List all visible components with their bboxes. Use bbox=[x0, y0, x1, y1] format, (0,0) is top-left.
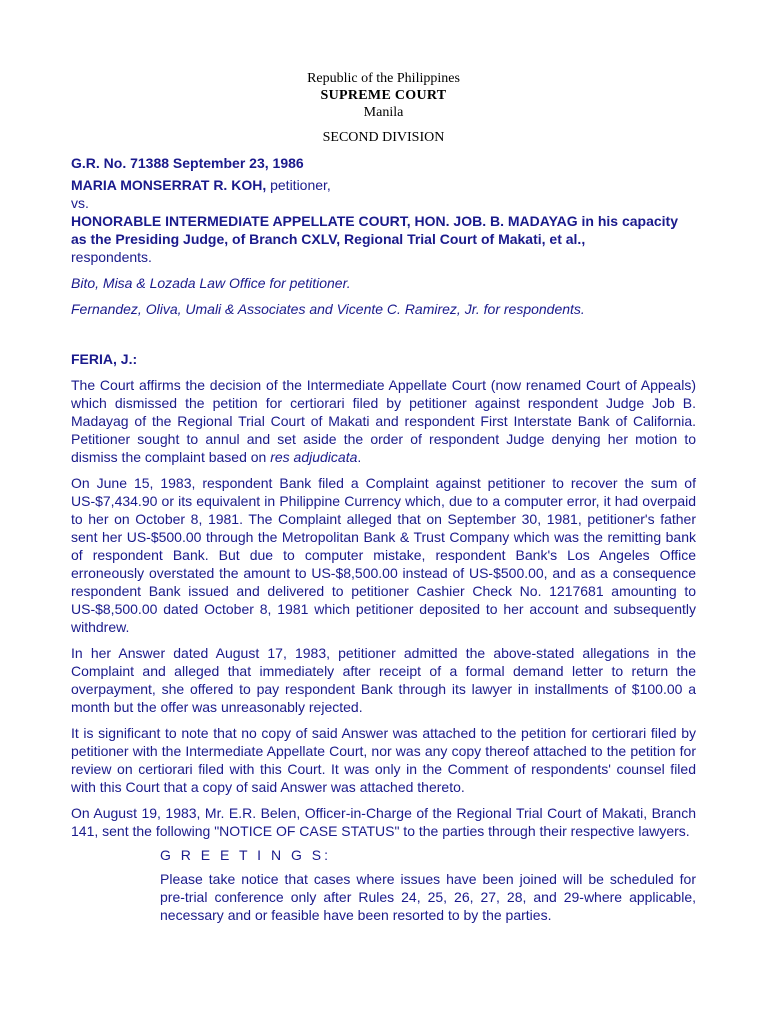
paragraph-1-end: . bbox=[357, 449, 362, 465]
versus-line: vs. bbox=[71, 195, 89, 211]
paragraph-2: On June 15, 1983, respondent Bank filed a Complaint against petitioner to recover the sum of US-$7,434.90 or its equivalent in Philippine Currency which, due to a computer error, it had overpaid to her on October 8, 1981. The Complaint alleged that on September 30, 1981, petitioner's father sent her US-$500.00 through the Metropolitan Bank & Trust Company which was the remitting bank of respondent Bank. But due to computer mistake, respondent Bank's Los Angeles Office erroneously overstated the amount to US-$8,500.00 instead of US-$500.00, and as a consequence respondent Bank issued and delivered to petitioner Cashier Check No. 1217681 amounting to US-$8,500.00 dated October 8, 1981 which petitioner deposited to her account and subsequently withdrew. bbox=[71, 475, 696, 635]
case-number: G.R. No. 71388 September 23, 1986 bbox=[71, 155, 304, 171]
respondent-names: HONORABLE INTERMEDIATE APPELLATE COURT, HON. JOB. B. MADAYAG in his capacity as the Presiding Judge, of Branch CXLV, Regional Trial Court of Makati, et al., bbox=[71, 213, 678, 247]
paragraph-5: On August 19, 1983, Mr. E.R. Belen, Officer-in-Charge of the Regional Trial Court of Makati, Branch 141, sent the following "NOTICE OF CASE STATUS" to the parties through their respective lawyers. bbox=[71, 805, 696, 839]
quote-body: Please take notice that cases where issues have been joined will be scheduled for pre-trial conference only after Rules 24, 25, 26, 27, 28, and 29-where applicable, necessary and or feasible have been resorted to by the parties. bbox=[160, 871, 696, 923]
document-page bbox=[71, 70, 696, 924]
court-city: Manila bbox=[363, 105, 404, 120]
respondent-role: respondents. bbox=[71, 249, 152, 265]
paragraph-1-text: The Court affirms the decision of the Intermediate Appellate Court (now renamed Court of Appeals) which dismissed the petition for certiorari filed by petitioner against respondent Judge Job B. Madayag of the Regional Trial Court of Makati and respondent First Interstate Bank of California. Petitioner sought to annul and set aside the order of respondent Judge denying her motion to dismiss the complaint based on bbox=[71, 377, 696, 465]
ponente bbox=[71, 350, 696, 368]
paragraph-1-latin-term: res adjudicata bbox=[270, 449, 358, 465]
counsel-respondents: Fernandez, Oliva, Umali & Associates and Vicente C. Ramirez, Jr. for respondents. bbox=[71, 301, 585, 317]
ponente-name: FERIA, J.: bbox=[71, 351, 138, 367]
paragraph-4: It is significant to note that no copy of said Answer was attached to the petition for certiorari filed by petitioner with the Intermediate Appellate Court, nor was any copy thereof attached to the petition for review on certiorari filed with this Court. It was only in the Comment of respondents' counsel filed with this Court that a copy of said Answer was attached thereto. bbox=[71, 725, 696, 795]
document-header bbox=[71, 70, 696, 146]
division-name: SECOND DIVISION bbox=[322, 130, 445, 145]
quote-greeting: G R E E T I N G S: bbox=[160, 847, 331, 863]
paragraph-1 bbox=[71, 376, 696, 466]
court-name: SUPREME COURT bbox=[320, 88, 447, 103]
paragraph-3: In her Answer dated August 17, 1983, petitioner admitted the above-stated allegations in the Complaint and alleged that immediately after receipt of a formal demand letter to return the overpayment, she offered to pay respondent Bank through its lawyer in installments of $100.00 a month but the offer was unreasonably rejected. bbox=[71, 645, 696, 715]
petitioner-name: MARIA MONSERRAT R. KOH, bbox=[71, 177, 267, 193]
respondent-line bbox=[71, 212, 696, 266]
republic-line: Republic of the Philippines bbox=[307, 71, 460, 86]
counsel-petitioner: Bito, Misa & Lozada Law Office for petitioner. bbox=[71, 275, 351, 291]
petitioner-line bbox=[71, 176, 696, 194]
petitioner-role: petitioner, bbox=[266, 177, 331, 193]
quoted-notice bbox=[71, 846, 696, 924]
